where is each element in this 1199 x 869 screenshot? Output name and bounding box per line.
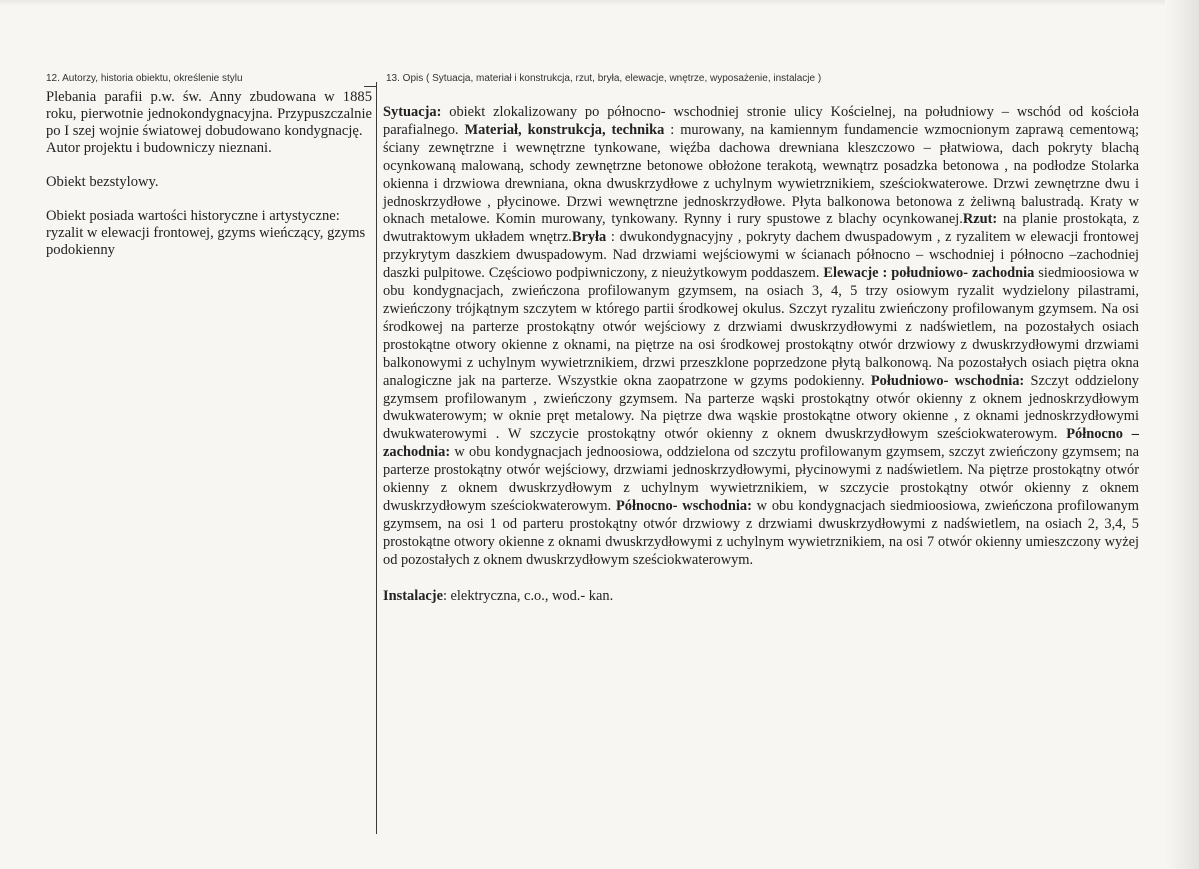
label-pn-wsch: Północno- wschodnia: [615,497,752,514]
section-13-heading: 13. Opis ( Sytuacja, materiał i konstrukcja, rzut, bryła, elewacje, wnętrze, wyposażenie, instalacje ) [386,73,822,84]
history-paragraph: Plebania parafii p.w. św. Anny zbudowana w 1885 roku, pierwotnie jednokondygnacyjna. Przypuszczalnie po I szej wojnie światowej dobudowano kondygnację. [46,89,372,139]
history-column [46,89,372,259]
text-pn-zach: w obu kondygnacjach jednoosiowa, oddzielona od szczytu profilowanym gzymsem, szczyt zwieńczony gzymsem; na parterze prostokątny otwór wejściowy, drzwiami jednoskrzydłowymi, płycinowymi z nadświetlem. Na piętrze prostokątny otwór okienny z oknem dwuskrzydłowym z uchylnym wywietrznikiem, w szczycie prostokątny otwór okienny z oknem dwuskrzydłowym sześciokwaterowym. [383,444,1139,514]
label-material: Materiał, konstrukcja, technika [464,121,665,138]
label-bryla: Bryła [571,229,607,246]
instalacje-paragraph [383,588,1139,606]
label-rzut: Rzut: [962,211,998,228]
section-12-heading: 12. Autorzy, historia obiektu, określenie stylu [46,73,243,84]
author-paragraph: Autor projektu i budowniczy nieznani. [46,140,272,156]
text-bryla: : dwukondygnacyjny , pokryty dachem dwuspadowym , z ryzalitem w elewacji frontowej przykrytym daszkiem dwuspadowym. Nad drzwiami wejściowymi w ścianach północno – wschodniej i północno –zachodniej daszki pulpitowe. Częściowo podpiwniczony, z nieużytkowym poddaszem. [383,229,1139,282]
text-elewacje: siedmioosiowa w obu kondygnacjach, zwieńczona profilowanym gzymsem, na osiach 3, 4, 5 trzy osiowym ryzalit wydzielony pilastrami, zwieńczony trójkątnym szczytem w którego partii środkowej okulus. Szczyt ryzalitu zwieńczony profilowanym gzymsem. Na osi środkowej na parterze prostokątny otwór wejściowy z drzwiami dwuskrzydłowymi z nadświetlem, na pozostałych osiach prostokątne otwory okienne z oknami, na piętrze na osi środkowej prostokątny otwór drzwiowy z dwuskrzydłowymi drzwiami balkonowymi z uchylnym wywietrznikiem, drzwi przeszklone poprzedzone płytą balkonową. Na pozostałych osiach piętra okna analogiczne jak na parterze. Wszystkie okna zaopatrzone w gzyms podokienny. [383,265,1139,389]
text-sytuacja: obiekt zlokalizowany po północno- wschodniej stronie ulicy Kościelnej, na południowy – wschód od kościoła parafialnego. [383,104,1139,138]
scan-top-shadow [0,0,1199,6]
text-pn-wsch: w obu kondygnacjach siedmioosiowa, zwieńczona profilowanym gzymsem, na osi 1 od parteru prostokątny otwór drzwiowy z drzwiami dwuskrzydłowymi z nadświetlem, na osiach 2, 3,4, 5 prostokątne otwory okienne z oknami dwuskrzydłowymi z uchylnym wywietrznikiem, na osi 7 otwór okienny umieszczony wyżej od pozostałych z oknem dwuskrzydłowym sześciokwaterowym. [383,497,1140,568]
text-pd-wsch: Szczyt oddzielony gzymsem profilowanym , zwieńczony gzymsem. Na parterze wąski prostokątny otwór okienny z oknem jednoskrzydłowym dwukwaterowym; w oknie pręt metalowy. Na piętrze dwa wąskie prostokątne otwory okienne , z oknami jednoskrzydłowymi dwukwaterowymi . W szczycie prostokątny otwór okienny z oknem dwuskrzydłowym sześciokwaterowym. [383,372,1139,443]
description-column [383,104,1139,605]
scan-edge-shadow [1165,0,1199,869]
style-paragraph: Obiekt bezstylowy. [46,174,159,190]
label-pn-zach: Północno – zachodnia: [383,426,1140,461]
text-rzut: na planie prostokąta, z dwutraktowym układem wnętrz. [383,211,1139,246]
text-material: : murowany, na kamiennym fundamencie wzmocnionym zaprawą cementową; ściany zewnętrzne i wewnętrzne tynkowane, więźba dachowa drewniana kleszczowo – płatwiowa, dach pokryty blachą ocynkowaną malowaną, schody zewnętrzne betonowe obłożone terakotą, wewnątrz posadzka betonowa , na podłodze Stolarka okienna i drzwiowa drewniana, okna dwuskrzydłowe z uchylnym wywietrznikiem, sześciokwaterowe. Drzwi zewnętrzne dwu i jednoskrzydłowe , płycinowe. Drzwi wewnętrzne jednoskrzydłowe. Płyta balkonowa betonowa z żeliwną balustradą. Kraty w oknach metalowe. Komin murowany, tynkowany. Rynny i rury spustowe z blachy ocynkowanej. [383,121,1140,228]
label-elewacje: Elewacje : południowo- zachodnia [823,265,1035,282]
description-paragraph [383,104,1139,570]
label-pd-wsch: Południowo- wschodnia: [870,372,1025,389]
values-paragraph: Obiekt posiada wartości historyczne i artystyczne: ryzalit w elewacji frontowej, gzyms wieńczący, gzyms podokienny [46,208,366,258]
text-instalacje: : elektryczna, c.o., wod.- kan. [442,587,614,604]
label-instalacje: Instalacje [383,587,443,604]
label-sytuacja: Sytuacja: [383,104,442,120]
column-divider [376,82,377,834]
